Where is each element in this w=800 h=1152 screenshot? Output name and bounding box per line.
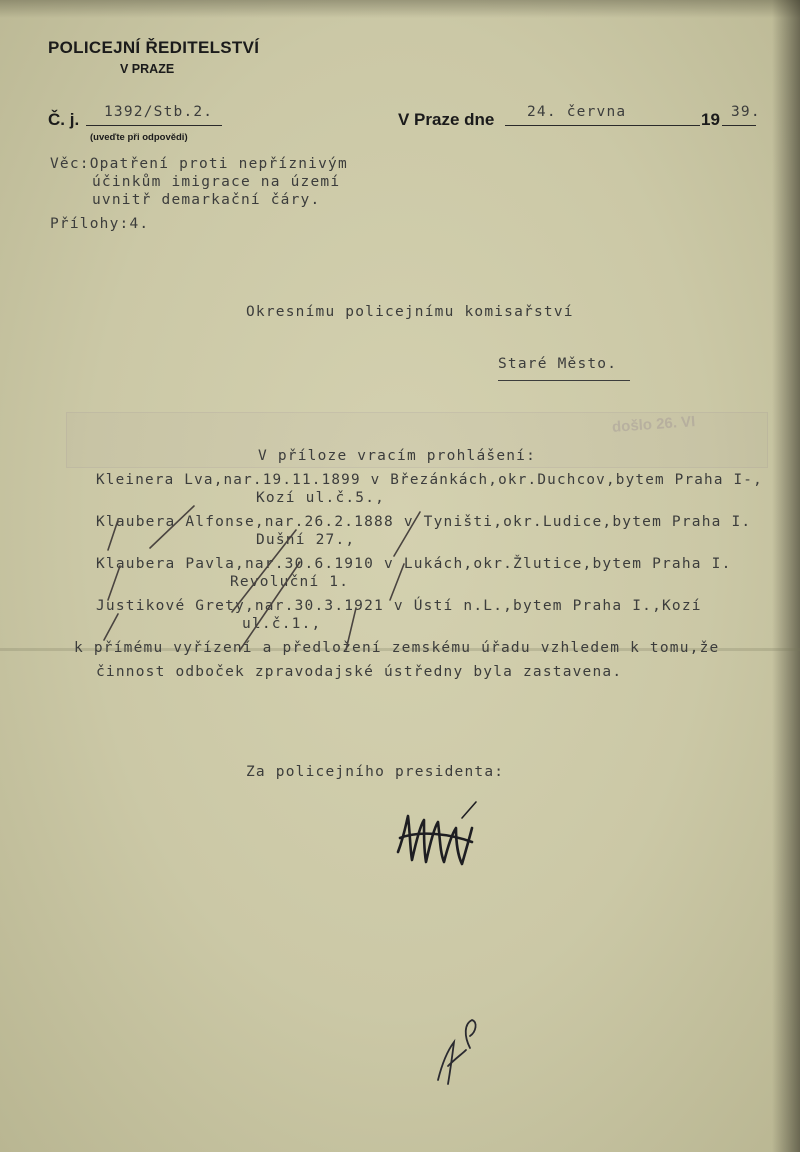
subject-line-2: účinkům imigrace na území <box>92 174 341 190</box>
strike-mark <box>346 608 356 650</box>
addressee-district: Staré Město. <box>498 356 618 372</box>
strike-mark <box>232 530 296 612</box>
year-label: 19 <box>701 110 720 129</box>
reference-number: 1392/Stb.2. <box>104 104 214 120</box>
strike-mark <box>150 506 194 548</box>
date-value: 24. června <box>527 104 627 120</box>
year-value: 39. <box>731 104 761 120</box>
handwritten-signature <box>398 802 476 864</box>
reference-note: (uveďte při odpovědi) <box>90 132 188 143</box>
handwritten-initials <box>438 1020 476 1084</box>
entry-line: Revoluční 1. <box>230 574 350 590</box>
signature-for: Za policejního presidenta: <box>246 764 505 780</box>
entry-line: Dušní 27., <box>256 532 356 548</box>
closing-line-2: činnost odboček zpravodajské ústředny byla zastavena. <box>96 664 623 680</box>
authority-heading: POLICEJNÍ ŘEDITELSTVÍ <box>48 38 260 57</box>
closing-line-1: k přímému vyřízení a předložení zemskému úřadu vzhledem k tomu,že <box>74 640 720 656</box>
body-intro: V příloze vracím prohlášení: <box>258 448 537 464</box>
strike-mark <box>240 562 300 650</box>
entry-line: Justikové Grety,nar.30.3.1921 v Ústí n.L.,bytem Praha I.,Kozí <box>96 598 702 614</box>
entry-line: Klaubera Alfonse,nar.26.2.1888 v Tyništi,okr.Ludice,bytem Praha I. <box>96 514 752 530</box>
attachments-line: Přílohy:4. <box>50 216 150 232</box>
strike-mark <box>390 564 404 600</box>
strike-mark <box>108 566 120 600</box>
date-label: V Praze dne <box>398 110 495 129</box>
subject-line-3: uvnitř demarkační čáry. <box>92 192 321 208</box>
entry-line: Kozí ul.č.5., <box>256 490 386 506</box>
entry-line: ul.č.1., <box>242 616 322 632</box>
stamp-text: došlo 26. VI <box>611 413 696 436</box>
subject-line-1: Věc:Opatření proti nepříznivým <box>50 156 348 172</box>
strike-mark <box>394 512 420 556</box>
reference-label: Č. j. <box>48 110 80 129</box>
entry-line: Kleinera Lva,nar.19.11.1899 v Březánkách,okr.Duchcov,bytem Praha I-, <box>96 472 763 488</box>
addressee-office: Okresnímu policejnímu komisařství <box>246 304 574 320</box>
entry-line: Klaubera Pavla,nar.30.6.1910 v Lukách,okr.Žlutice,bytem Praha I. <box>96 556 732 572</box>
authority-place: V PRAZE <box>120 62 175 76</box>
strike-mark <box>108 520 118 550</box>
strike-mark <box>104 614 118 640</box>
